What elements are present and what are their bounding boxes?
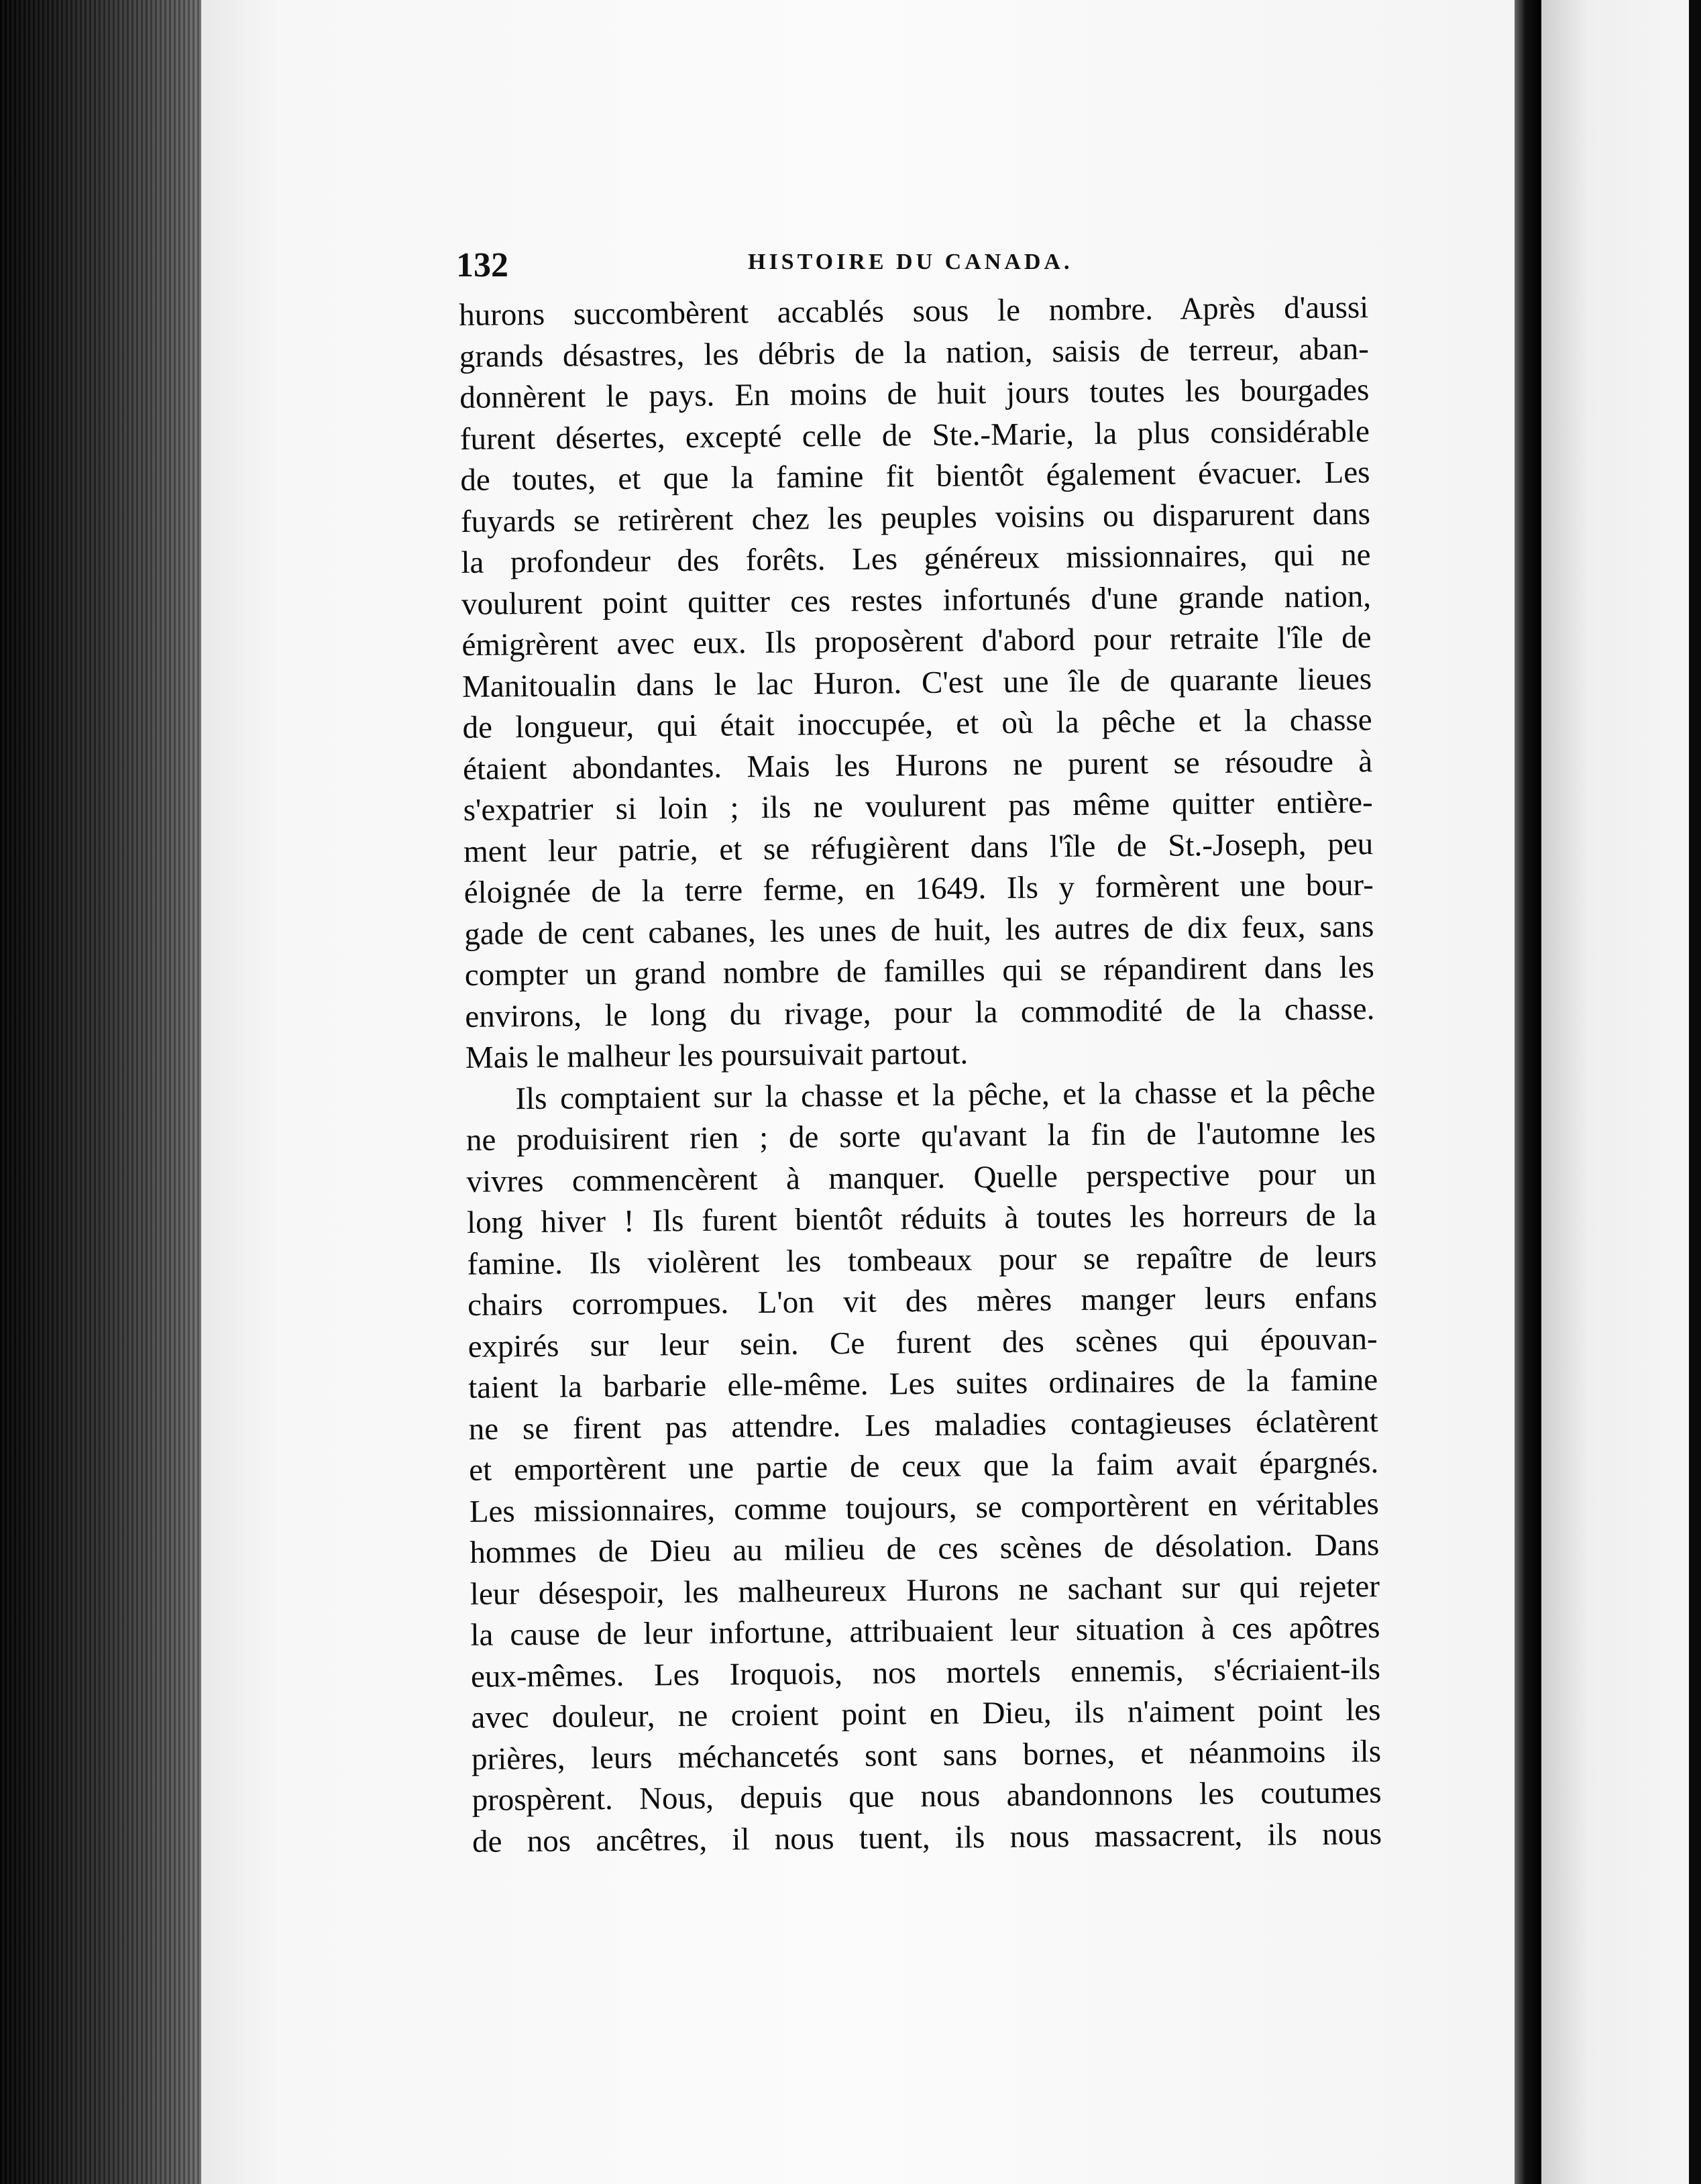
text-line: avec douleur, ne croient point en Dieu, ils n'aiment point les bbox=[471, 1692, 1381, 1735]
adjacent-page-edge bbox=[1541, 0, 1701, 2184]
text-line: prières, leurs méchancetés sont sans bornes, et néanmoins ils bbox=[471, 1733, 1382, 1777]
text-line: compter un grand nombre de familles qui se répandirent dans les bbox=[464, 950, 1375, 993]
text-line: Les missionnaires, comme toujours, se comportèrent en véritables bbox=[469, 1486, 1380, 1529]
body-text bbox=[459, 287, 1382, 1863]
text-line: vivres commencèrent à manquer. Quelle perspective pour un bbox=[466, 1156, 1376, 1199]
text-line: éloignée de la terre ferme, en 1649. Ils y formèrent une bour- bbox=[463, 867, 1374, 910]
text-line: fuyards se retirèrent chez les peuples voisins ou disparurent dans bbox=[460, 496, 1371, 539]
text-line: chairs corrompues. L'on vit des mères manger leurs enfans bbox=[467, 1280, 1378, 1323]
text-line: s'expatrier si loin ; ils ne voulurent pas même quitter entière- bbox=[463, 785, 1373, 828]
text-line: ne se firent pas attendre. Les maladies contagieuses éclatèrent bbox=[468, 1403, 1378, 1447]
text-line: Manitoualin dans le lac Huron. C'est une île de quarante lieues bbox=[461, 661, 1372, 704]
page-number: 132 bbox=[456, 246, 508, 284]
text-line: taient la barbarie elle-même. Les suites ordinaires de la famine bbox=[468, 1362, 1378, 1405]
text-line: ne produisirent rien ; de sorte qu'avant la fin de l'automne les bbox=[465, 1115, 1376, 1158]
text-line: étaient abondantes. Mais les Hurons ne purent se résoudre à bbox=[462, 743, 1373, 787]
text-line: famine. Ils violèrent les tombeaux pour se repaître de leurs bbox=[467, 1238, 1377, 1282]
text-line: de longueur, qui était inoccupée, et où la pêche et la chasse bbox=[462, 702, 1372, 745]
text-line: leur désespoir, les malheureux Hurons ne sachant sur qui rejeter bbox=[470, 1568, 1380, 1612]
text-line: long hiver ! Ils furent bientôt réduits à toutes les horreurs de la bbox=[466, 1197, 1377, 1240]
text-line: environs, le long du rivage, pour la commodité de la chasse. bbox=[465, 991, 1375, 1034]
running-head bbox=[456, 245, 1348, 292]
book-gutter bbox=[1515, 0, 1541, 2184]
running-title: HISTOIRE DU CANADA. bbox=[748, 250, 1073, 274]
paragraph-start-line: Ils comptaient sur la chasse et la pêche, et la chasse et la pêche bbox=[515, 1073, 1376, 1116]
text-line: donnèrent le pays. En moins de huit jours toutes les bourgades bbox=[459, 372, 1370, 415]
text-line: grands désastres, les débris de la nation, saisis de terreur, aban- bbox=[459, 331, 1369, 374]
text-line: expirés sur leur sein. Ce furent des scènes qui épouvan- bbox=[468, 1321, 1378, 1364]
text-line: de nos ancêtres, il nous tuent, ils nous massacrent, ils nous bbox=[472, 1816, 1382, 1859]
text-line: gade de cent cabanes, les unes de huit, les autres de dix feux, sans bbox=[464, 908, 1374, 952]
text-line: voulurent point quitter ces restes infortunés d'une grande nation, bbox=[461, 578, 1372, 622]
text-line: la cause de leur infortune, attribuaient leur situation à ces apôtres bbox=[470, 1610, 1380, 1653]
text-line: eux-mêmes. Les Iroquois, nos mortels ennemis, s'écriaient-ils bbox=[470, 1651, 1381, 1694]
text-line: hommes de Dieu au milieu de ces scènes de désolation. Dans bbox=[470, 1527, 1380, 1570]
text-line: et emportèrent une partie de ceux que la faim avait épargnés. bbox=[469, 1445, 1379, 1488]
book-edge bbox=[0, 0, 228, 2184]
text-line: Mais le malheur les poursuivait partout. bbox=[465, 1036, 969, 1075]
text-line: de toutes, et que la famine fit bientôt également évacuer. Les bbox=[460, 455, 1370, 498]
text-line: la profondeur des forêts. Les généreux missionnaires, qui ne bbox=[461, 537, 1371, 580]
text-line: ment leur patrie, et se réfugièrent dans l'île de St.-Joseph, peu bbox=[463, 826, 1374, 869]
text-line: furent désertes, excepté celle de Ste.-Marie, la plus considérable bbox=[459, 413, 1370, 457]
text-line: émigrèrent avec eux. Ils proposèrent d'abord pour retraite l'île de bbox=[461, 620, 1372, 663]
text-line: hurons succombèrent accablés sous le nombre. Après d'aussi bbox=[459, 290, 1369, 333]
text-line: prospèrent. Nous, depuis que nous abandonnons les coutumes bbox=[472, 1775, 1382, 1818]
